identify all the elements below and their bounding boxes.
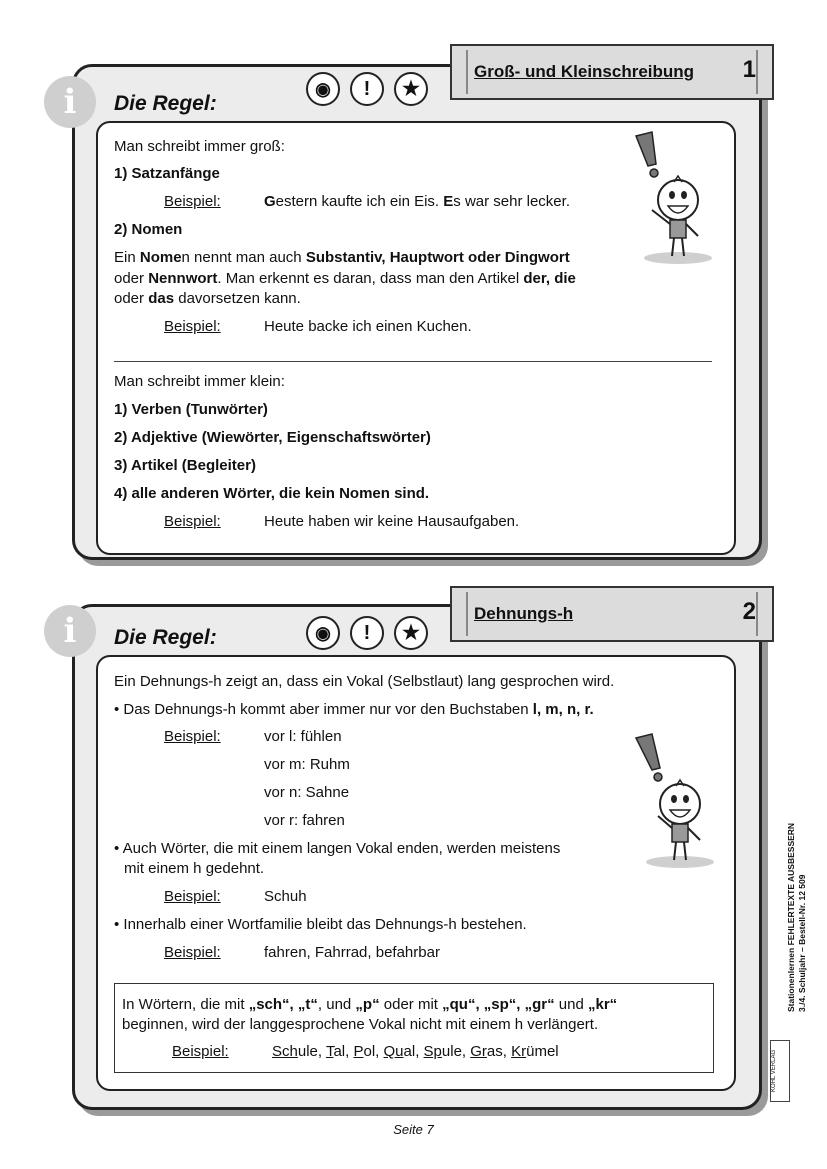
example-label: Beispiel:: [164, 944, 221, 961]
rule-line: Ein Dehnungs-h zeigt an, dass ein Vokal (Selbstlaut) lang gesprochen wird.: [114, 673, 615, 690]
target-icon: ◉: [306, 616, 340, 650]
title-banner-1: [450, 44, 774, 100]
example-text: vor m: Ruhm: [264, 756, 350, 773]
rule-heading: 2) Nomen: [114, 221, 183, 238]
paragraph-line: oder das davorsetzen kann.: [114, 290, 301, 307]
intro-big: Man schreibt immer groß:: [114, 138, 285, 155]
title-banner-2: [450, 586, 774, 642]
small-rule: 2) Adjektive (Wiewörter, Eigenschaftswörter): [114, 429, 431, 446]
example-label: Beispiel:: [164, 513, 221, 530]
example-text: Heute backe ich einen Kuchen.: [264, 318, 472, 335]
publisher-side-text: Stationenlernen FEHLERTEXTE AUSBESSERN 3./4. Schuljahr – Bestell-Nr. 12 509: [786, 822, 807, 1012]
page-number: Seite 7: [393, 1122, 434, 1137]
example-words: Schule, Tal, Pol, Qual, Spule, Gras, Krümel: [272, 1043, 559, 1060]
cartoon-figure-icon: [630, 732, 720, 872]
rule-heading: 1) Satzanfänge: [114, 165, 220, 182]
target-icon: ◉: [306, 72, 340, 106]
rule-line: • Auch Wörter, die mit einem langen Vokal enden, werden meistens: [114, 840, 561, 857]
example-label: Beispiel:: [164, 318, 221, 335]
paragraph-line: oder Nennwort. Man erkennt es daran, dass man den Artikel der, die: [114, 270, 576, 287]
example-text: vor r: fahren: [264, 812, 345, 829]
rule-line: • Das Dehnungs-h kommt aber immer nur vor den Buchstaben l, m, n, r.: [114, 701, 594, 718]
rule-line: • Innerhalb einer Wortfamilie bleibt das Dehnungs-h bestehen.: [114, 916, 527, 933]
banner-title: Dehnungs-h: [474, 604, 574, 623]
paragraph-line: Ein Nomen nennt man auch Substantiv, Hauptwort oder Dingwort: [114, 249, 570, 266]
small-rule: 1) Verben (Tunwörter): [114, 401, 268, 418]
publisher-logo: KOHL VERLAG: [770, 1040, 790, 1102]
example-label: Beispiel:: [164, 888, 221, 905]
example-label: Beispiel:: [164, 193, 221, 210]
card2-heading: Die Regel:: [114, 626, 217, 649]
star-icon: ★: [394, 616, 428, 650]
example-text: Schuh: [264, 888, 307, 905]
info-icon: i: [44, 76, 96, 128]
example-label: Beispiel:: [172, 1043, 229, 1060]
exclamation-icon: !: [350, 616, 384, 650]
intro-small: Man schreibt immer klein:: [114, 373, 285, 390]
small-rule: 3) Artikel (Begleiter): [114, 457, 256, 474]
example-text: vor l: fühlen: [264, 728, 342, 745]
banner-number: 2: [742, 598, 756, 625]
note-line: beginnen, wird der langgesprochene Vokal nicht mit einem h verlängert.: [122, 1016, 599, 1033]
example-text: fahren, Fahrrad, befahrbar: [264, 944, 440, 961]
example-text: Gestern kaufte ich ein Eis. Es war sehr lecker.: [264, 193, 570, 210]
card1-heading: Die Regel:: [114, 92, 217, 115]
divider: [114, 361, 712, 362]
example-text: vor n: Sahne: [264, 784, 350, 801]
banner-title: Groß- und Kleinschreibung: [474, 62, 695, 81]
rule-line: mit einem h gedehnt.: [124, 860, 265, 877]
banner-number: 1: [742, 56, 756, 83]
example-text: Heute haben wir keine Hausaufgaben.: [264, 513, 520, 530]
info-icon: i: [44, 605, 96, 657]
note-line: In Wörtern, die mit „sch“, „t“, und „p“ oder mit „qu“, „sp“, „gr“ und „kr“: [122, 996, 618, 1013]
star-icon: ★: [394, 72, 428, 106]
small-rule: 4) alle anderen Wörter, die kein Nomen sind.: [114, 485, 430, 502]
example-label: Beispiel:: [164, 728, 221, 745]
exclamation-icon: !: [350, 72, 384, 106]
cartoon-figure-icon: [628, 128, 718, 268]
